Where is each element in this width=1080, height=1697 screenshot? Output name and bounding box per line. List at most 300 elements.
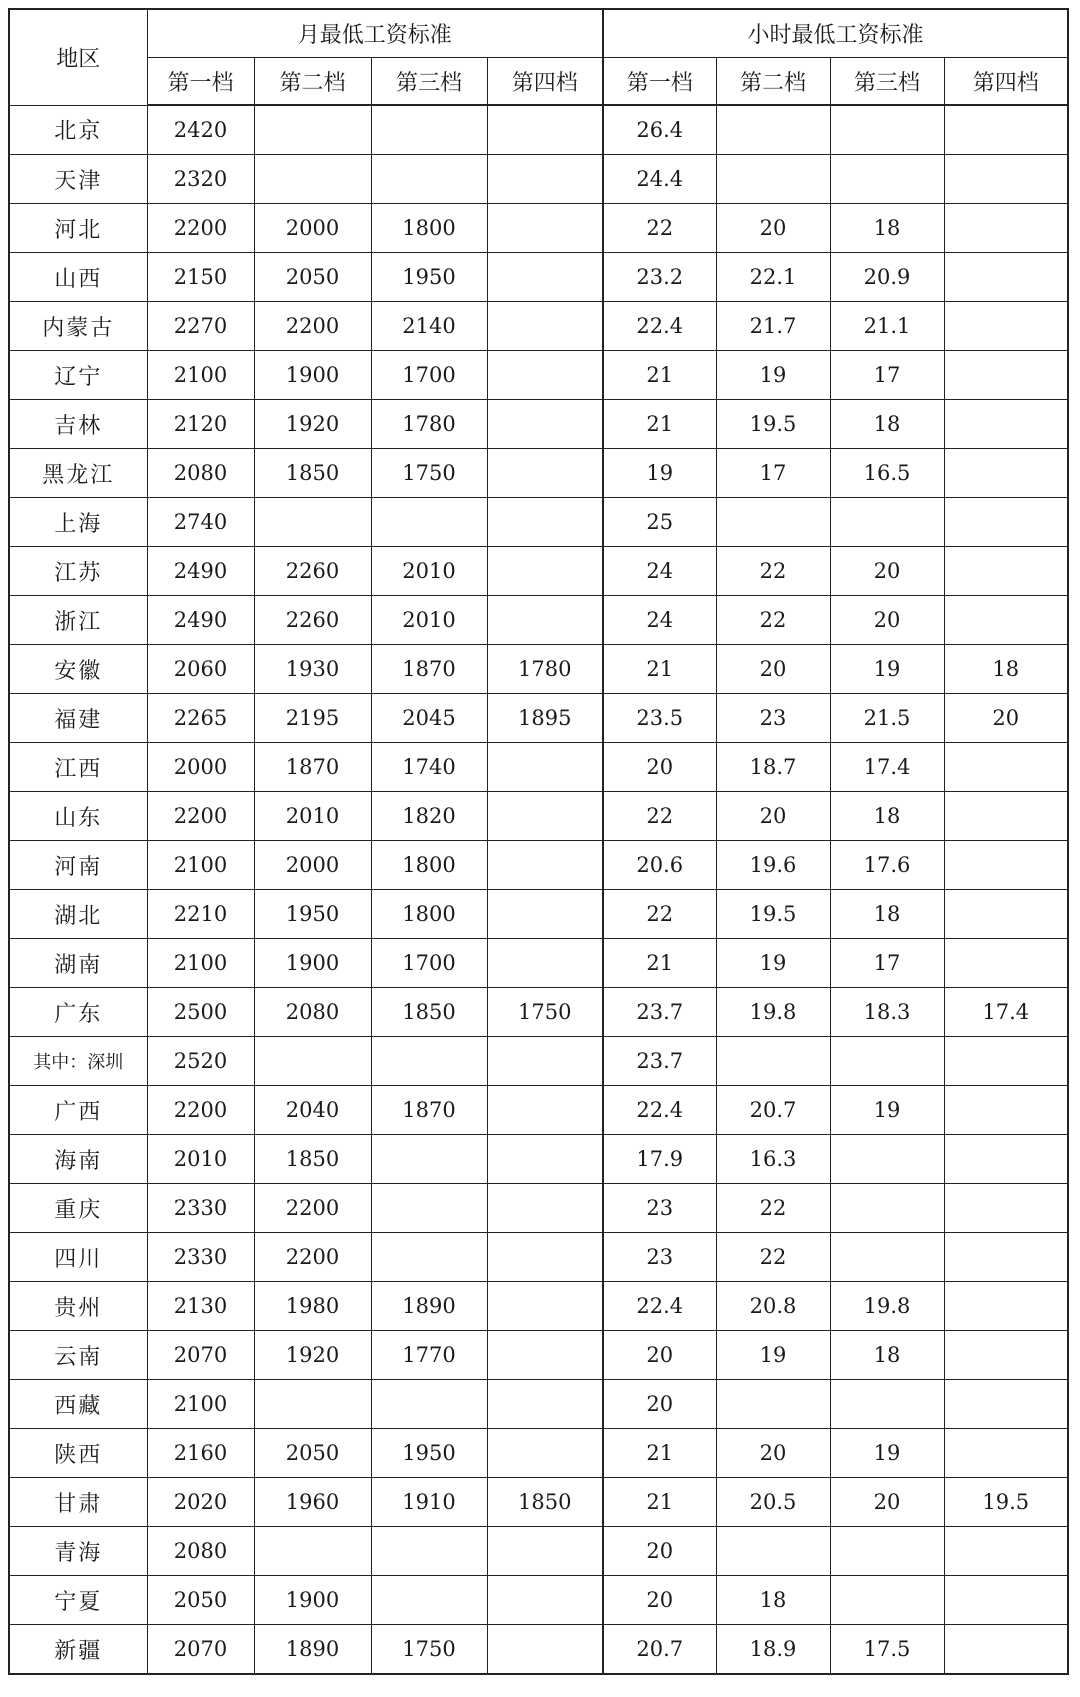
monthly-tier-4-cell bbox=[487, 1527, 603, 1576]
monthly-tier-2-cell: 2000 bbox=[254, 841, 371, 890]
region-cell: 上海 bbox=[9, 498, 147, 547]
hourly-tier-4-cell bbox=[944, 155, 1068, 204]
monthly-tier-1-cell: 2490 bbox=[147, 596, 254, 645]
hourly-tier-3-cell: 19 bbox=[830, 1429, 944, 1478]
hourly-tier-1-cell: 17.9 bbox=[603, 1135, 716, 1184]
table-row bbox=[9, 1037, 1068, 1086]
region-cell: 吉林 bbox=[9, 400, 147, 449]
monthly-tier-4-cell bbox=[487, 743, 603, 792]
table-body bbox=[9, 105, 1068, 1674]
monthly-tier-4-cell bbox=[487, 939, 603, 988]
region-cell: 广西 bbox=[9, 1086, 147, 1135]
hourly-tier-3-cell: 18 bbox=[830, 792, 944, 841]
monthly-tier-4-cell bbox=[487, 890, 603, 939]
hourly-tier-3-cell: 19 bbox=[830, 1086, 944, 1135]
monthly-tier-3-cell: 1870 bbox=[371, 645, 487, 694]
monthly-tier-3-header: 第三档 bbox=[371, 58, 487, 106]
hourly-tier-3-cell: 17.5 bbox=[830, 1625, 944, 1675]
monthly-tier-2-cell bbox=[254, 1037, 371, 1086]
hourly-tier-4-cell bbox=[944, 1086, 1068, 1135]
hourly-tier-3-cell bbox=[830, 1380, 944, 1429]
hourly-tier-2-header: 第二档 bbox=[716, 58, 830, 106]
hourly-tier-3-cell: 18 bbox=[830, 400, 944, 449]
monthly-tier-2-cell: 2195 bbox=[254, 694, 371, 743]
monthly-tier-3-cell bbox=[371, 105, 487, 155]
monthly-tier-2-cell bbox=[254, 105, 371, 155]
monthly-tier-4-cell: 1750 bbox=[487, 988, 603, 1037]
hourly-tier-1-cell: 22.4 bbox=[603, 1086, 716, 1135]
monthly-tier-4-cell bbox=[487, 400, 603, 449]
hourly-tier-1-cell: 20 bbox=[603, 743, 716, 792]
hourly-tier-1-cell: 23.2 bbox=[603, 253, 716, 302]
hourly-tier-2-cell: 19.6 bbox=[716, 841, 830, 890]
table-row bbox=[9, 890, 1068, 939]
monthly-tier-1-cell: 2265 bbox=[147, 694, 254, 743]
hourly-tier-1-cell: 21 bbox=[603, 1478, 716, 1527]
hourly-tier-2-cell: 22 bbox=[716, 596, 830, 645]
monthly-group-header: 月最低工资标准 bbox=[147, 9, 603, 58]
region-cell: 河北 bbox=[9, 204, 147, 253]
region-cell: 北京 bbox=[9, 105, 147, 155]
region-cell: 浙江 bbox=[9, 596, 147, 645]
hourly-tier-4-cell bbox=[944, 890, 1068, 939]
hourly-tier-4-cell: 17.4 bbox=[944, 988, 1068, 1037]
hourly-tier-2-cell: 19 bbox=[716, 351, 830, 400]
monthly-tier-3-cell bbox=[371, 1527, 487, 1576]
hourly-tier-1-cell: 20 bbox=[603, 1576, 716, 1625]
hourly-tier-1-cell: 20 bbox=[603, 1331, 716, 1380]
monthly-tier-4-cell bbox=[487, 498, 603, 547]
hourly-tier-4-cell bbox=[944, 105, 1068, 155]
hourly-tier-1-cell: 22.4 bbox=[603, 1282, 716, 1331]
hourly-tier-4-cell bbox=[944, 302, 1068, 351]
hourly-tier-3-cell: 20 bbox=[830, 596, 944, 645]
monthly-tier-2-cell: 1850 bbox=[254, 449, 371, 498]
hourly-tier-4-cell bbox=[944, 596, 1068, 645]
monthly-tier-4-cell bbox=[487, 1282, 603, 1331]
monthly-tier-2-cell: 2010 bbox=[254, 792, 371, 841]
hourly-tier-1-cell: 23.7 bbox=[603, 1037, 716, 1086]
monthly-tier-2-cell: 2260 bbox=[254, 547, 371, 596]
hourly-tier-1-cell: 22 bbox=[603, 204, 716, 253]
monthly-tier-2-cell: 1890 bbox=[254, 1625, 371, 1675]
table-row bbox=[9, 596, 1068, 645]
hourly-tier-4-cell bbox=[944, 1576, 1068, 1625]
monthly-tier-1-cell: 2740 bbox=[147, 498, 254, 547]
monthly-tier-3-cell: 1750 bbox=[371, 1625, 487, 1675]
hourly-tier-2-cell bbox=[716, 105, 830, 155]
hourly-tier-2-cell: 22 bbox=[716, 1233, 830, 1282]
table-row bbox=[9, 351, 1068, 400]
hourly-tier-2-cell: 18.9 bbox=[716, 1625, 830, 1675]
monthly-tier-3-cell: 1740 bbox=[371, 743, 487, 792]
monthly-tier-2-cell: 1900 bbox=[254, 939, 371, 988]
hourly-tier-1-cell: 24 bbox=[603, 596, 716, 645]
table-row bbox=[9, 988, 1068, 1037]
hourly-tier-3-cell: 18 bbox=[830, 890, 944, 939]
monthly-tier-3-cell: 2010 bbox=[371, 596, 487, 645]
region-cell: 安徽 bbox=[9, 645, 147, 694]
region-cell: 河南 bbox=[9, 841, 147, 890]
hourly-tier-4-cell bbox=[944, 351, 1068, 400]
monthly-tier-2-header: 第二档 bbox=[254, 58, 371, 106]
region-cell: 陕西 bbox=[9, 1429, 147, 1478]
table-row bbox=[9, 1331, 1068, 1380]
hourly-tier-4-cell: 19.5 bbox=[944, 1478, 1068, 1527]
monthly-tier-3-cell: 1780 bbox=[371, 400, 487, 449]
monthly-tier-3-cell bbox=[371, 1380, 487, 1429]
hourly-tier-4-cell bbox=[944, 204, 1068, 253]
table-row bbox=[9, 841, 1068, 890]
hourly-tier-3-cell bbox=[830, 1576, 944, 1625]
hourly-tier-3-cell: 17.4 bbox=[830, 743, 944, 792]
hourly-tier-2-cell bbox=[716, 155, 830, 204]
table-row bbox=[9, 204, 1068, 253]
monthly-tier-1-cell: 2100 bbox=[147, 939, 254, 988]
monthly-tier-2-cell: 1900 bbox=[254, 1576, 371, 1625]
table-row bbox=[9, 547, 1068, 596]
hourly-tier-2-cell: 22 bbox=[716, 547, 830, 596]
table-row bbox=[9, 449, 1068, 498]
region-cell: 四川 bbox=[9, 1233, 147, 1282]
region-cell: 宁夏 bbox=[9, 1576, 147, 1625]
monthly-tier-2-cell: 1920 bbox=[254, 1331, 371, 1380]
table-row bbox=[9, 792, 1068, 841]
hourly-tier-4-cell bbox=[944, 1429, 1068, 1478]
hourly-tier-3-cell: 16.5 bbox=[830, 449, 944, 498]
hourly-tier-4-cell bbox=[944, 1135, 1068, 1184]
monthly-tier-3-cell: 2010 bbox=[371, 547, 487, 596]
monthly-tier-1-cell: 2010 bbox=[147, 1135, 254, 1184]
monthly-tier-4-header: 第四档 bbox=[487, 58, 603, 106]
hourly-tier-4-cell: 20 bbox=[944, 694, 1068, 743]
hourly-tier-2-cell: 18.7 bbox=[716, 743, 830, 792]
region-cell: 山东 bbox=[9, 792, 147, 841]
hourly-tier-2-cell: 20 bbox=[716, 1429, 830, 1478]
monthly-tier-1-cell: 2120 bbox=[147, 400, 254, 449]
hourly-tier-4-cell bbox=[944, 743, 1068, 792]
monthly-tier-3-cell bbox=[371, 1184, 487, 1233]
monthly-tier-2-cell: 2260 bbox=[254, 596, 371, 645]
hourly-tier-1-cell: 20.6 bbox=[603, 841, 716, 890]
monthly-tier-3-cell: 1890 bbox=[371, 1282, 487, 1331]
monthly-tier-4-cell bbox=[487, 1184, 603, 1233]
monthly-tier-2-cell: 1930 bbox=[254, 645, 371, 694]
minimum-wage-table bbox=[8, 8, 1069, 1675]
hourly-tier-1-cell: 24 bbox=[603, 547, 716, 596]
monthly-tier-4-cell bbox=[487, 1625, 603, 1675]
wage-table-container bbox=[8, 8, 1069, 1675]
monthly-tier-3-cell: 2045 bbox=[371, 694, 487, 743]
hourly-tier-3-cell bbox=[830, 498, 944, 547]
monthly-tier-4-cell bbox=[487, 155, 603, 204]
table-row bbox=[9, 645, 1068, 694]
region-cell: 湖北 bbox=[9, 890, 147, 939]
hourly-tier-2-cell bbox=[716, 1527, 830, 1576]
monthly-tier-1-cell: 2100 bbox=[147, 841, 254, 890]
hourly-tier-2-cell: 20.5 bbox=[716, 1478, 830, 1527]
hourly-tier-4-cell bbox=[944, 498, 1068, 547]
monthly-tier-2-cell: 2200 bbox=[254, 1233, 371, 1282]
monthly-tier-1-cell: 2270 bbox=[147, 302, 254, 351]
hourly-tier-1-cell: 20 bbox=[603, 1527, 716, 1576]
monthly-tier-4-cell: 1780 bbox=[487, 645, 603, 694]
hourly-tier-1-cell: 26.4 bbox=[603, 105, 716, 155]
monthly-tier-1-cell: 2200 bbox=[147, 792, 254, 841]
hourly-tier-1-cell: 20 bbox=[603, 1380, 716, 1429]
monthly-tier-2-cell: 1870 bbox=[254, 743, 371, 792]
monthly-tier-3-cell: 1800 bbox=[371, 841, 487, 890]
hourly-tier-4-cell bbox=[944, 1282, 1068, 1331]
monthly-tier-3-cell: 1820 bbox=[371, 792, 487, 841]
hourly-tier-1-cell: 21 bbox=[603, 645, 716, 694]
monthly-tier-4-cell bbox=[487, 792, 603, 841]
monthly-tier-1-cell: 2200 bbox=[147, 204, 254, 253]
region-cell: 甘肃 bbox=[9, 1478, 147, 1527]
hourly-tier-3-cell: 17 bbox=[830, 939, 944, 988]
monthly-tier-2-cell: 2000 bbox=[254, 204, 371, 253]
table-row bbox=[9, 1380, 1068, 1429]
hourly-tier-2-cell: 21.7 bbox=[716, 302, 830, 351]
region-cell: 天津 bbox=[9, 155, 147, 204]
table-row bbox=[9, 1233, 1068, 1282]
monthly-tier-4-cell bbox=[487, 547, 603, 596]
monthly-tier-1-cell: 2150 bbox=[147, 253, 254, 302]
table-row bbox=[9, 1478, 1068, 1527]
monthly-tier-2-cell: 1850 bbox=[254, 1135, 371, 1184]
monthly-tier-4-cell: 1895 bbox=[487, 694, 603, 743]
monthly-tier-1-cell: 2060 bbox=[147, 645, 254, 694]
table-row bbox=[9, 1625, 1068, 1675]
monthly-tier-4-cell bbox=[487, 1037, 603, 1086]
monthly-tier-2-cell bbox=[254, 1527, 371, 1576]
monthly-tier-4-cell bbox=[487, 1233, 603, 1282]
hourly-tier-4-cell bbox=[944, 1527, 1068, 1576]
hourly-tier-2-cell: 22.1 bbox=[716, 253, 830, 302]
monthly-tier-2-cell: 2040 bbox=[254, 1086, 371, 1135]
monthly-tier-4-cell bbox=[487, 1331, 603, 1380]
hourly-tier-3-header: 第三档 bbox=[830, 58, 944, 106]
region-cell: 其中：深圳 bbox=[9, 1037, 147, 1086]
monthly-tier-1-cell: 2000 bbox=[147, 743, 254, 792]
monthly-tier-2-cell: 1980 bbox=[254, 1282, 371, 1331]
hourly-tier-1-cell: 21 bbox=[603, 400, 716, 449]
region-cell: 内蒙古 bbox=[9, 302, 147, 351]
monthly-tier-4-cell bbox=[487, 1576, 603, 1625]
monthly-tier-1-cell: 2020 bbox=[147, 1478, 254, 1527]
monthly-tier-2-cell: 1900 bbox=[254, 351, 371, 400]
hourly-tier-4-cell bbox=[944, 1037, 1068, 1086]
region-cell: 江西 bbox=[9, 743, 147, 792]
hourly-tier-2-cell: 23 bbox=[716, 694, 830, 743]
hourly-tier-1-cell: 23 bbox=[603, 1184, 716, 1233]
monthly-tier-3-cell: 1750 bbox=[371, 449, 487, 498]
hourly-tier-4-header: 第四档 bbox=[944, 58, 1068, 106]
hourly-tier-3-cell: 21.5 bbox=[830, 694, 944, 743]
monthly-tier-2-cell: 2200 bbox=[254, 302, 371, 351]
region-cell: 新疆 bbox=[9, 1625, 147, 1675]
hourly-tier-4-cell bbox=[944, 449, 1068, 498]
hourly-tier-1-cell: 20.7 bbox=[603, 1625, 716, 1675]
hourly-tier-2-cell: 19.5 bbox=[716, 890, 830, 939]
hourly-tier-4-cell bbox=[944, 253, 1068, 302]
hourly-tier-1-cell: 19 bbox=[603, 449, 716, 498]
monthly-tier-4-cell: 1850 bbox=[487, 1478, 603, 1527]
monthly-tier-1-cell: 2100 bbox=[147, 351, 254, 400]
hourly-tier-1-cell: 21 bbox=[603, 351, 716, 400]
monthly-tier-4-cell bbox=[487, 596, 603, 645]
table-row bbox=[9, 1527, 1068, 1576]
hourly-tier-4-cell bbox=[944, 1625, 1068, 1675]
table-row bbox=[9, 743, 1068, 792]
hourly-tier-4-cell bbox=[944, 841, 1068, 890]
hourly-tier-3-cell: 20 bbox=[830, 1478, 944, 1527]
table-row bbox=[9, 1184, 1068, 1233]
monthly-tier-3-cell bbox=[371, 1233, 487, 1282]
region-cell: 黑龙江 bbox=[9, 449, 147, 498]
table-row bbox=[9, 105, 1068, 155]
monthly-tier-3-cell bbox=[371, 155, 487, 204]
hourly-tier-4-cell bbox=[944, 1380, 1068, 1429]
monthly-tier-4-cell bbox=[487, 105, 603, 155]
hourly-tier-4-cell bbox=[944, 1184, 1068, 1233]
monthly-tier-3-cell bbox=[371, 1037, 487, 1086]
monthly-tier-4-cell bbox=[487, 351, 603, 400]
table-row bbox=[9, 1135, 1068, 1184]
monthly-tier-2-cell bbox=[254, 498, 371, 547]
monthly-tier-1-cell: 2490 bbox=[147, 547, 254, 596]
hourly-tier-2-cell: 20.8 bbox=[716, 1282, 830, 1331]
hourly-tier-4-cell bbox=[944, 1233, 1068, 1282]
hourly-tier-1-cell: 23.5 bbox=[603, 694, 716, 743]
monthly-tier-1-cell: 2130 bbox=[147, 1282, 254, 1331]
hourly-tier-3-cell bbox=[830, 155, 944, 204]
hourly-tier-3-cell: 17.6 bbox=[830, 841, 944, 890]
hourly-tier-1-header: 第一档 bbox=[603, 58, 716, 106]
hourly-tier-2-cell: 19.8 bbox=[716, 988, 830, 1037]
monthly-tier-1-cell: 2420 bbox=[147, 105, 254, 155]
hourly-tier-2-cell: 20 bbox=[716, 645, 830, 694]
monthly-tier-4-cell bbox=[487, 302, 603, 351]
monthly-tier-2-cell: 1950 bbox=[254, 890, 371, 939]
table-row bbox=[9, 1282, 1068, 1331]
table-row bbox=[9, 498, 1068, 547]
monthly-tier-4-cell bbox=[487, 1429, 603, 1478]
table-row bbox=[9, 253, 1068, 302]
monthly-tier-4-cell bbox=[487, 449, 603, 498]
hourly-tier-1-cell: 22 bbox=[603, 792, 716, 841]
hourly-tier-3-cell: 19.8 bbox=[830, 1282, 944, 1331]
hourly-tier-1-cell: 23.7 bbox=[603, 988, 716, 1037]
hourly-tier-4-cell: 18 bbox=[944, 645, 1068, 694]
monthly-tier-3-cell: 1800 bbox=[371, 890, 487, 939]
hourly-tier-2-cell bbox=[716, 1380, 830, 1429]
monthly-tier-2-cell: 2200 bbox=[254, 1184, 371, 1233]
monthly-tier-3-cell: 1700 bbox=[371, 351, 487, 400]
region-cell: 重庆 bbox=[9, 1184, 147, 1233]
monthly-tier-1-cell: 2330 bbox=[147, 1184, 254, 1233]
hourly-tier-4-cell bbox=[944, 939, 1068, 988]
hourly-tier-4-cell bbox=[944, 1331, 1068, 1380]
monthly-tier-1-cell: 2070 bbox=[147, 1331, 254, 1380]
monthly-tier-3-cell bbox=[371, 1135, 487, 1184]
region-cell: 贵州 bbox=[9, 1282, 147, 1331]
hourly-tier-2-cell: 19 bbox=[716, 939, 830, 988]
hourly-tier-2-cell: 17 bbox=[716, 449, 830, 498]
hourly-tier-3-cell: 18 bbox=[830, 204, 944, 253]
hourly-tier-2-cell: 19 bbox=[716, 1331, 830, 1380]
monthly-tier-3-cell: 1870 bbox=[371, 1086, 487, 1135]
monthly-tier-2-cell: 1920 bbox=[254, 400, 371, 449]
hourly-tier-2-cell: 18 bbox=[716, 1576, 830, 1625]
region-cell: 江苏 bbox=[9, 547, 147, 596]
hourly-tier-1-cell: 21 bbox=[603, 939, 716, 988]
monthly-tier-3-cell: 1910 bbox=[371, 1478, 487, 1527]
monthly-tier-1-cell: 2080 bbox=[147, 1527, 254, 1576]
monthly-tier-2-cell bbox=[254, 1380, 371, 1429]
monthly-tier-1-cell: 2330 bbox=[147, 1233, 254, 1282]
monthly-tier-2-cell: 2050 bbox=[254, 1429, 371, 1478]
monthly-tier-1-cell: 2520 bbox=[147, 1037, 254, 1086]
table-row bbox=[9, 302, 1068, 351]
hourly-tier-3-cell bbox=[830, 1037, 944, 1086]
hourly-tier-1-cell: 23 bbox=[603, 1233, 716, 1282]
hourly-tier-3-cell bbox=[830, 1527, 944, 1576]
monthly-tier-4-cell bbox=[487, 253, 603, 302]
table-row bbox=[9, 1429, 1068, 1478]
monthly-tier-2-cell: 2050 bbox=[254, 253, 371, 302]
table-row bbox=[9, 400, 1068, 449]
region-cell: 广东 bbox=[9, 988, 147, 1037]
hourly-tier-1-cell: 21 bbox=[603, 1429, 716, 1478]
hourly-tier-2-cell: 22 bbox=[716, 1184, 830, 1233]
monthly-tier-3-cell: 1950 bbox=[371, 1429, 487, 1478]
monthly-tier-1-cell: 2320 bbox=[147, 155, 254, 204]
table-header bbox=[9, 9, 1068, 105]
table-row bbox=[9, 1086, 1068, 1135]
hourly-tier-2-cell: 16.3 bbox=[716, 1135, 830, 1184]
hourly-tier-3-cell: 17 bbox=[830, 351, 944, 400]
hourly-tier-3-cell: 20 bbox=[830, 547, 944, 596]
monthly-tier-3-cell bbox=[371, 1576, 487, 1625]
monthly-tier-2-cell bbox=[254, 155, 371, 204]
hourly-tier-3-cell: 18.3 bbox=[830, 988, 944, 1037]
hourly-tier-2-cell: 20.7 bbox=[716, 1086, 830, 1135]
hourly-tier-2-cell: 20 bbox=[716, 204, 830, 253]
hourly-tier-4-cell bbox=[944, 792, 1068, 841]
hourly-tier-3-cell: 20.9 bbox=[830, 253, 944, 302]
hourly-tier-2-cell bbox=[716, 1037, 830, 1086]
monthly-tier-1-cell: 2070 bbox=[147, 1625, 254, 1675]
hourly-tier-3-cell: 21.1 bbox=[830, 302, 944, 351]
monthly-tier-4-cell bbox=[487, 1380, 603, 1429]
hourly-tier-3-cell bbox=[830, 1135, 944, 1184]
hourly-tier-4-cell bbox=[944, 547, 1068, 596]
table-row bbox=[9, 1576, 1068, 1625]
region-cell: 辽宁 bbox=[9, 351, 147, 400]
hourly-tier-3-cell bbox=[830, 1184, 944, 1233]
monthly-tier-1-cell: 2160 bbox=[147, 1429, 254, 1478]
monthly-tier-3-cell bbox=[371, 498, 487, 547]
monthly-tier-1-cell: 2210 bbox=[147, 890, 254, 939]
region-cell: 海南 bbox=[9, 1135, 147, 1184]
monthly-tier-1-header: 第一档 bbox=[147, 58, 254, 106]
hourly-tier-2-cell: 20 bbox=[716, 792, 830, 841]
monthly-tier-4-cell bbox=[487, 1086, 603, 1135]
hourly-tier-1-cell: 24.4 bbox=[603, 155, 716, 204]
region-column-header: 地区 bbox=[9, 9, 147, 105]
region-cell: 湖南 bbox=[9, 939, 147, 988]
